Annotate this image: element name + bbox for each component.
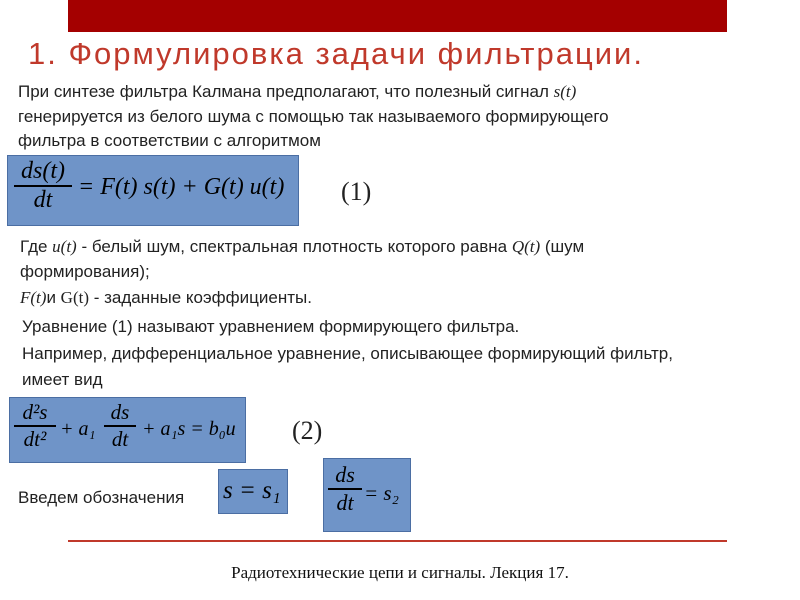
footer-divider	[68, 540, 727, 542]
f-variable: F(t)	[20, 288, 47, 307]
equation-2-fraction-1-denominator: dt²	[23, 426, 47, 451]
equation-2-fraction-1	[14, 400, 56, 452]
equation-1-rhs: = F(t) s(t) + G(t) u(t)	[78, 174, 285, 200]
body-line-2: Например, дифференциальное уравнение, описывающее формирующий фильтр,	[22, 344, 673, 363]
equation-1-box	[7, 155, 299, 226]
equation-2-fraction-2-numerator: ds	[110, 400, 130, 424]
noise-variable: u(t)	[52, 237, 77, 256]
equation-1-number: (1)	[341, 177, 372, 206]
equation-2-rest: + a₁s = b₀u	[142, 418, 236, 440]
body-line-1: Уравнение (1) называют уравнением формирующего фильтра.	[22, 317, 520, 336]
intro-line-1-text: При синтезе фильтра Калмана предполагают, что полезный сигнал	[18, 82, 554, 101]
equation-1-denominator: dt	[33, 186, 53, 213]
equation-2-box	[9, 397, 246, 463]
where-prefix: Где	[20, 237, 53, 256]
footer-text: Радиотехнические цепи и сигналы. Лекция 17.	[231, 563, 569, 582]
slide-title: 1. Формулировка задачи фильтрации.	[28, 36, 644, 71]
notation-label: Введем обозначения	[18, 488, 185, 507]
where-line-3	[20, 286, 312, 309]
body-line-3: имеет вид	[22, 370, 103, 389]
notation-eq-b-fraction	[328, 462, 362, 516]
equation-2-number: (2)	[292, 416, 323, 445]
intro-line-3: фильтра в соответствии с алгоритмом	[18, 131, 321, 150]
top-accent-bar	[68, 0, 727, 32]
intro-line-2: генерируется из белого шума с помощью так называемого формирующего	[18, 107, 609, 126]
notation-eq-b-numerator: ds	[335, 462, 355, 487]
coefficients-text: - заданные коэффициенты.	[89, 288, 312, 307]
equation-1-numerator: ds(t)	[21, 158, 65, 184]
notation-eq-b-denominator: dt	[336, 489, 354, 515]
signal-variable: s(t)	[553, 82, 577, 101]
density-variable: Q(t)	[511, 237, 541, 256]
where-text-2: (шум	[540, 237, 585, 256]
g-variable: G(t)	[60, 288, 89, 307]
notation-eq-a: s = s₁	[223, 477, 281, 504]
where-line-2: формирования);	[20, 262, 150, 281]
notation-eq-b-rhs: = s₂	[364, 481, 399, 505]
notation-box-a	[218, 469, 288, 514]
notation-box-b	[323, 458, 411, 532]
equation-2-fraction-1-numerator: d²s	[22, 400, 48, 424]
and-word: и	[46, 288, 61, 307]
equation-2-plus-a1: + a₁	[60, 418, 96, 440]
equation-2-fraction-2	[104, 400, 136, 452]
equation-1-fraction	[14, 158, 72, 214]
intro-line-1	[18, 80, 576, 103]
where-line-1	[20, 235, 584, 258]
equation-2-fraction-2-denominator: dt	[111, 426, 129, 451]
where-text-1: - белый шум, спектральная плотность которого равна	[76, 237, 512, 256]
